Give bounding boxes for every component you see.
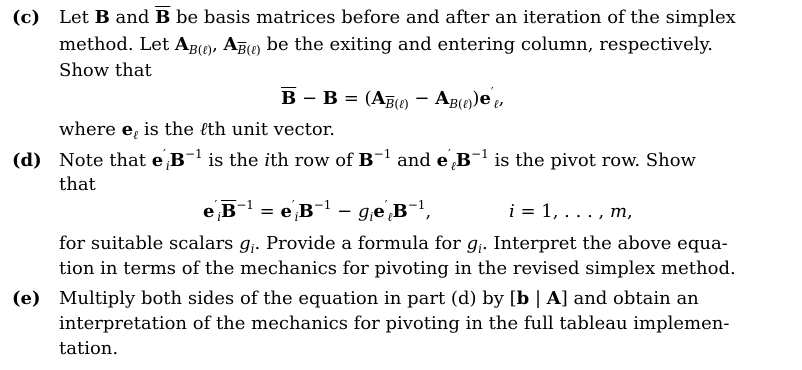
item-e-line-2: interpretation of the mechanics for pivoting in the full tableau implemen- — [59, 313, 730, 334]
item-c-equation: $\overline{B} - B = (A_{\overline{B}(\ell)} - A_{B(\ell)})e'_\ell$, — [281, 85, 505, 111]
item-c-line-2: method. Let $A_{B(\ell)}$, $A_{\overline{B}(\ell)}$ be the exiting and entering column, respectively. — [59, 34, 714, 57]
item-d-line-1: Note that $e'_iB^{-1}$ is the ith row of $B^{-1}$ and $e'_\ell B^{-1}$ is the pivot row. Show — [59, 147, 696, 173]
item-d-line-2: that — [59, 174, 96, 195]
item-e-line-1: Multiply both sides of the equation in part (d) by [b | A] and obtain an — [59, 288, 699, 309]
item-c-line-3: Show that — [59, 60, 152, 81]
item-c-after: where $e_\ell$ is the ℓth unit vector. — [59, 119, 336, 142]
item-e-line-3: tation. — [59, 338, 119, 359]
item-c-line-1: Let B and $\overline{B}$ be basis matrices before and after an iteration of the simplex — [59, 7, 736, 28]
item-d-label: (d) — [12, 150, 42, 171]
item-d-after-1: for suitable scalars $g_i$. Provide a formula for $g_i$. Interpret the above equa- — [59, 233, 728, 256]
item-d-equation-range: i = 1, . . . , m, — [509, 201, 633, 222]
item-d-after-2: tion in terms of the mechanics for pivoting in the revised simplex method. — [59, 258, 736, 279]
item-d-equation: $e'_i\overline{B}^{-1} = e'_iB^{-1} - g_ie'_\ell B^{-1}$, — [203, 198, 432, 224]
item-e-label: (e) — [12, 288, 41, 309]
item-c-label: (c) — [12, 7, 40, 28]
